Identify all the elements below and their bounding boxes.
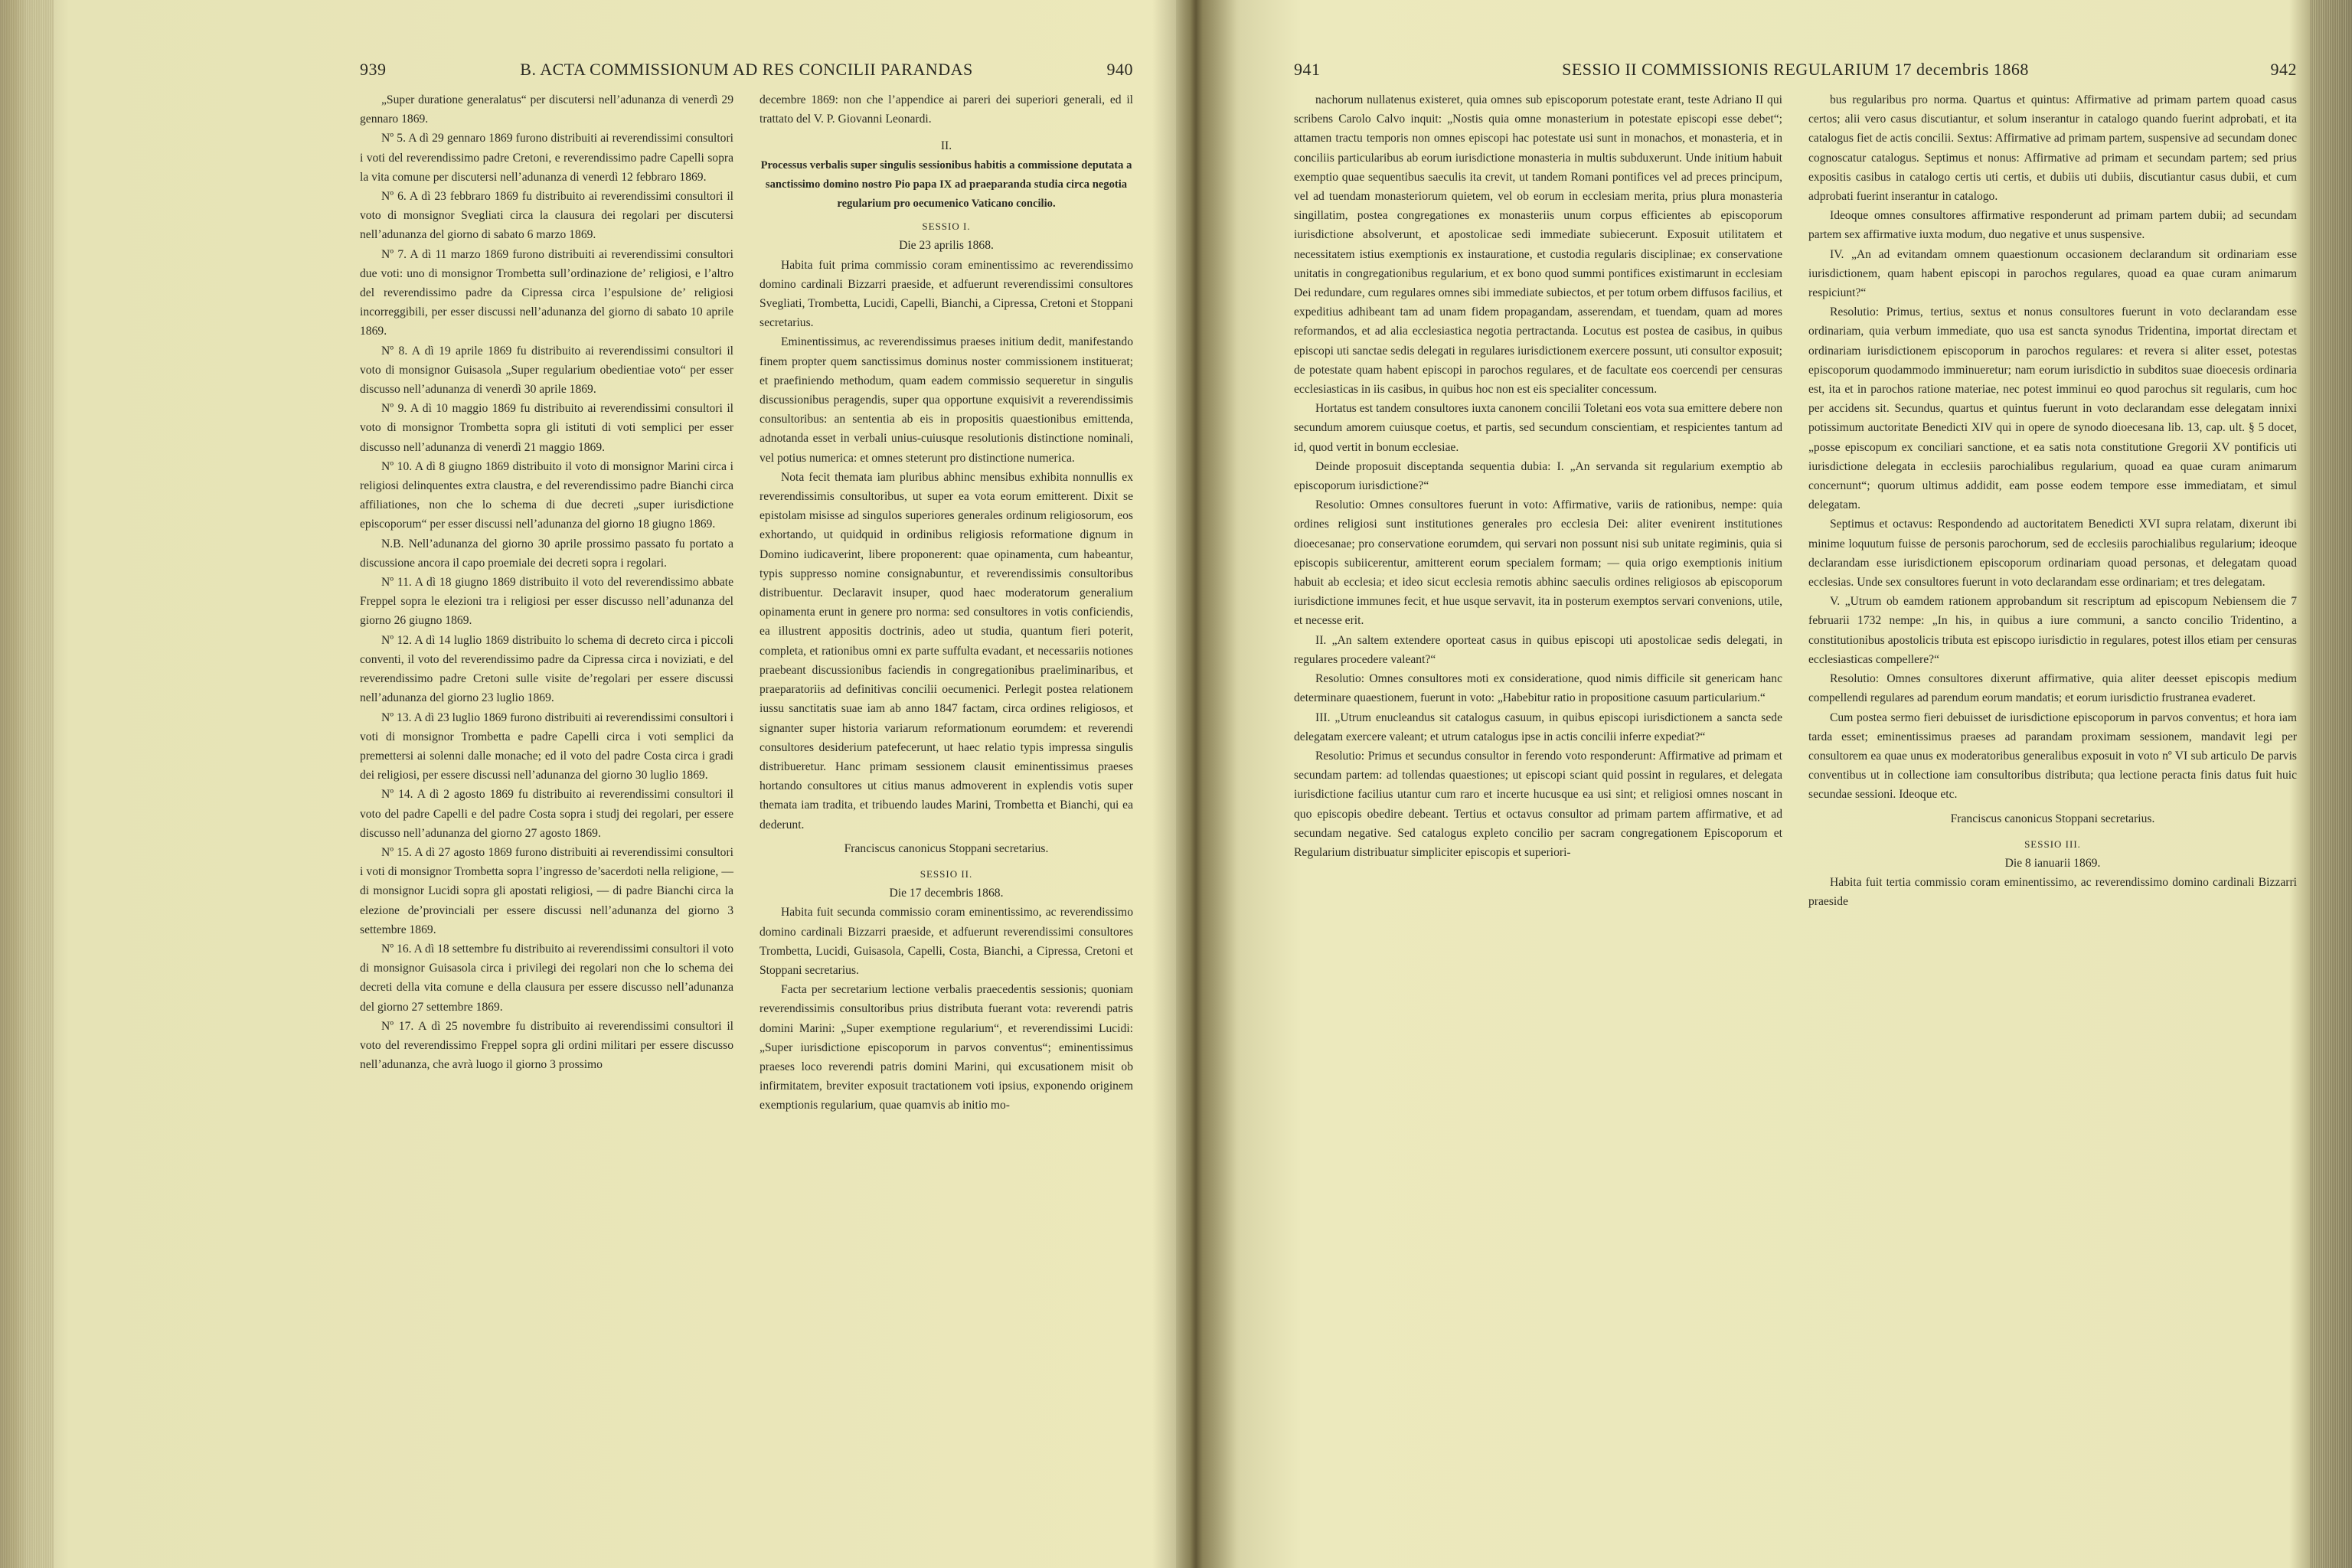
- paragraph: Ideoque omnes consultores affirmative responderunt ad primam partem dubii; ad secundam partem sex affirmative iuxta modum, duo negative et unus suspensive.: [1808, 209, 2297, 242]
- session-date: Die 23 aprilis 1868.: [899, 239, 994, 253]
- session-date: Die 8 ianuarii 1869.: [2004, 856, 2101, 870]
- right-column-1: [1294, 90, 1782, 912]
- session-body: [760, 256, 1133, 835]
- page-number-941: 941: [1294, 60, 1321, 79]
- paragraph: V. „Utrum ob eamdem rationem approbandum sit rescriptum ad episcopum Nebiensem die 7 februarii 1732 nempe: „In his, in quibus a iure communi, a sancto concilio Tridentino, a constitutionibus apostolicis tributa est episcopo iurisdictio in regulares, potest illos etiam per censuras ecclesiasticas compellere?“: [1808, 595, 2297, 666]
- paragraph: Resolutio: Omnes consultores dixerunt affirmative, quia aliter deesset episcopis medium compellendi regulares ad parendum eorum mandatis; et eorum iurisdictio frustranea evaderet.: [1808, 672, 2297, 705]
- paragraph: Nº 16. A dì 18 settembre fu distribuito ai reverendissimi consultori il voto di monsignor Guisasola circa i privilegi dei regolari non che lo schema dei decreti della vita comune e della clausura per essere discusso nell’adunanza del giorno 27 settembre 1869.: [360, 942, 733, 1014]
- paragraph: Habita fuit tertia commissio coram eminentissimo, ac reverendissimo domino cardinali Bizzarri praeside: [1808, 876, 2297, 909]
- page-number-942: 942: [2270, 60, 2297, 79]
- page-edges-right: [2310, 0, 2352, 1568]
- paragraph: Resolutio: Omnes consultores fuerunt in voto: Affirmative, variis de rationibus, nempe: quia ordines religiosi sunt institutiones generales pro ecclesia Dei: aliter evenirent institutiones dioecesanae; pro conservatione eorumdem, qui servari non possunt nisi sub unitate regiminis, quia si episcopis subiicerentur, amitterent eorum specialem formam; — quia origo exemptionis initium habuit ab ecclesia; et ideo sicut ecclesia remotis abhinc saeculis ordines religiosos ab episcoporum iurisdictione immunes fecit, et hue usque servavit, ita in posterum exemptos servari convenions, utile, et necesse erit.: [1294, 498, 1782, 628]
- paragraph: Nota fecit themata iam pluribus abhinc mensibus exhibita nonnullis ex reverendissimis consultoribus, ut super ea vota eorum emitterent. Dixit se epistolam misisse ad singulos superiores generales ordinum religiosorum, eos exhortando, ut quidquid in ordinibus religiosis reformatione dignum in Domino iudicaverint, libere proponerent: quae opinamenta, cum habeantur, typis suppresso nomine consignabuntur, et reverendissimis consultoribus distribuentur. Declaravit insuper, quod haec moderatorum generalium opinamenta erunt in genere pro norma: sed consultores in votis conficiendis, ea illustrent appositis doctrinis, adeo ut studia, quantum fieri poterit, completa, et rationibus omni ex parte suffulta evadant, et necessariis notiones praebeant discussionibus faciendis in congregationibus praeliminaribus, et praeparatoriis ad definitivas concilii oecumenici. Perlegit postea relationem iussu sanctitatis suae iam ab anno 1847 factam, circa ordines religiosos, et signanter super historia variarum reformationum eorumdem: et reverendi consultores desiderium patefecerunt, ut haec relatio typis impressa singulis distribueretur. Hanc primam sessionem clausit eminentissimus praeses hortando consultores ut citius manus admoverent in explendis votis super themata iam tradita, et tribuendo laudes Marini, Trombetta et Bianchi, qui ea dederunt.: [760, 470, 1133, 831]
- paragraph: Nº 6. A dì 23 febbraro 1869 fu distribuito ai reverendissimi consultori il voto di monsignor Svegliati circa la clausura dei regolari per discutersi nell’adunanza del giorno di sabato 6 marzo 1869.: [360, 190, 733, 242]
- session-title: SESSIO II.: [920, 867, 973, 880]
- paragraph: Nº 12. A dì 14 luglio 1869 distribuito lo schema di decreto circa i piccoli conventi, il voto del reverendissimo padre da Cipressa circa i noviziati, e del reverendissimo padre Cretoni sulle visite de’regolari per essere discussi nell’adunanza del giorno 23 luglio 1869.: [360, 633, 733, 705]
- paragraph: Eminentissimus, ac reverendissimus praeses initium dedit, manifestando finem propter quem sanctissimus dominus noster commissionem instituerat; et praefiniendo methodum, quam eadem commissio sequeretur in singulis discussionibus peragendis, super qua opportune exquisivit a reverendissimis consultoribus: an sententia ab eis in propositis quaestionibus emittenda, adnotanda esset in verbali unius-cuiusque resolutionis distinctione nominali, vel potius numerica: et omnes steterunt pro distinctione numerica.: [760, 335, 1133, 465]
- session-title: SESSIO I.: [922, 220, 971, 233]
- paragraph: Habita fuit secunda commissio coram eminentissimo, ac reverendissimo domino cardinali Bizzarri praeside, et adfuerunt reverendissimi consultores Trombetta, Lucidi, Guisasola, Capelli, Costa, Bianchi, a Cipressa, Cretoni et Stoppani secretarius.: [760, 906, 1133, 977]
- paragraph: Nº 15. A dì 27 agosto 1869 furono distribuiti ai reverendissimi consultori i voti di monsignor Trombetta sopra l’ingresso de’sacerdoti nella religione, — di monsignor Lucidi sopra gli apostati religiosi, — di padre Bianchi circa la elezione de’provinciali per essere discussi nell’adunanza del giorno 3 settembre 1869.: [360, 845, 733, 936]
- paragraph: Hortatus est tandem consultores iuxta canonem concilii Toletani eos vota sua emittere debere non secundum amorem cuiusque coetus, et partis, sed secundum conscientiam, et respicientes tantum ad id, quod vertit in bonum ecclesiae.: [1294, 402, 1782, 454]
- paragraph: Deinde proposuit disceptanda sequentia dubia: I. „An servanda sit regularium exemptio ab episcoporum iurisdictione?“: [1294, 459, 1782, 493]
- right-column-2: [1808, 90, 2297, 912]
- paragraph: IV. „An ad evitandam omnem quaestionum occasionem declarandum sit ordinariam esse iurisdictionem, quam habent episcopi in parochos regulares, quoad ea quae curam animarum respiciunt?“: [1808, 247, 2297, 300]
- page-edges-left: [0, 0, 54, 1568]
- paragraph: Nº 14. A dì 2 agosto 1869 fu distribuito ai reverendissimi consultori il voto del padre Capelli e del padre Costa sopra i studj dei regolari, per essere discusso nell’adunanza del giorno 27 agosto 1869.: [360, 788, 733, 840]
- paragraph: Resolutio: Primus, tertius, sextus et nonus consultores fuerunt in voto declarandam esse ordinariam, quia verbum immediate, quo usa est sancta synodus Tridentina, importat directam et ordinariam iurisdictionem episcoporum in parochos regulares: et revera si aliter esset, potestas episcoporum quodammodo imminueretur; nam eorum iurisdictio in subditos suae dioecesis ordinaria est, ita et in parochos ratione materiae, nec potest imminui eo quod parochus sit regularis, cum hoc per accidens sit. Secundus, quartus et quintus fuerunt in voto declarandam esse delegatam innixi potissimum auctoritate Benedicti XIV qui in opere de synodo dioecesana lib. 13, cap. ult. § 5 docet, „posse episcopum ex conciliari sanctione, et ea satis nota constitutione Gregorii XV pontificis uti iurisdictione delegata in ecclesiis parochialibus regularium, quoad ea quae curam animarum concernunt“; quorum ultimus addidit, eam posse eodem tempore esse immediatam, et simul delegatam.: [1808, 305, 2297, 512]
- section-heading: Processus verbalis super singulis sessionibus habitis a commissione deputata a sanctissimo domino nostro Pio papa IX ad praeparanda studia circa negotia regularium pro oecumenico Vaticano concilio.: [760, 158, 1132, 211]
- paragraph: „Super duratione generalatus“ per discutersi nell’adunanza di venerdì 29 gennaro 1869.: [360, 93, 733, 126]
- paragraph: III. „Utrum enucleandus sit catalogus casuum, in quibus episcopi iurisdictionem a sancta sede delegatam exercere valeant; et utrum catalogus ipse in actis concilii inferre expediat?“: [1294, 710, 1782, 743]
- page-number-939: 939: [360, 60, 387, 79]
- running-title-left: B. ACTA COMMISSIONUM AD RES CONCILII PARANDAS: [520, 60, 973, 79]
- paragraph: Nº 8. A dì 19 aprile 1869 fu distribuito ai reverendissimi consultori il voto di monsignor Guisasola „Super regularium obedientiae voto“ per esser discusso nell’adunanza di venerdì 30 aprile 1869.: [360, 344, 733, 397]
- book-gutter: [1152, 0, 1236, 1568]
- paragraph: N.B. Nell’adunanza del giorno 30 aprile prossimo passato fu portato a discussione ancora il capo proemiale dei decreti sopra i regolari.: [360, 537, 733, 570]
- paragraph: Resolutio: Omnes consultores moti ex consideratione, quod nimis difficile sit genericam hanc determinare quaestionem, fuerunt in voto: „Habebitur ratio in propositione casuum particularium.“: [1294, 672, 1782, 705]
- running-title-right: SESSIO II COMMISSIONIS REGULARIUM 17 decembris 1868: [1562, 60, 2029, 79]
- paragraph: Nº 10. A dì 8 giugno 1869 distribuito il voto di monsignor Marini circa i religiosi delinquentes extra claustra, e del reverendissimo padre Bianchi circa affiliationes, non che lo schema di due decreti „super iurisdictione episcoporum“ per esser discussi nell’adunanza del giorno 18 giugno 1869.: [360, 459, 733, 531]
- section-number: II.: [940, 139, 952, 153]
- session-body: [760, 903, 1133, 1115]
- paragraph: Nº 5. A dì 29 gennaro 1869 furono distribuiti ai reverendissimi consultori i voti del reverendissimo padre Cretoni, e reverendissimo padre Capelli sopra la vita comune per discutersi nell’adunanza di venerdì 12 febbraro 1869.: [360, 132, 733, 184]
- paragraph: Facta per secretarium lectione verbalis praecedentis sessionis; quoniam reverendissimis consultoribus prius distributa fuerant vota: reverendi patris domini Marini: „Super exemptione regularium“, et reverendissimi Lucidi: „Super iurisdictione episcoporum in parvos conventus“; eminentissimus praeses loco reverendi patris domini Marini, qui excusationem misit ob infirmitatem, breviter exposuit tractationem voti ipsius, exponendo originem exemptionis regularium, quae quamvis ab initio mo-: [760, 983, 1133, 1112]
- left-column-2: [760, 90, 1133, 1116]
- signature: Franciscus canonicus Stoppani secretarius.: [1950, 812, 2155, 825]
- paragraph: Nº 13. A dì 23 luglio 1869 furono distribuiti ai reverendissimi consultori i voti di monsignor Trombetta e padre Capelli circa i voti semplici da premettersi ai solenni dalle monache; ed il voto del padre Costa circa i gradi dei religiosi, per essere discussi nell’adunanza del giorno 30 luglio 1869.: [360, 710, 733, 782]
- paragraph: bus regularibus pro norma. Quartus et quintus: Affirmative ad primam partem quoad casus certos; alii vero casus discutiantur, et solum inserantur in catalogo quando fuerint adprobati, et ita catalogus fiet de actis concilii. Sextus: Affirmative ad primam partem, suspensive ad secundam donec cognoscatur catalogus. Septimus et nonus: Affirmative ad primam et secundam partem; sed prius expositis casibus in catalogo certis uti certis, et dubiis uti dubiis, discutiantur casus dubii, et cum adprobati fuerint inserantur in catalogo.: [1808, 93, 2297, 204]
- paragraph: Nº 17. A dì 25 novembre fu distribuito ai reverendissimi consultori il voto del reverendissimo Freppel sopra gli ordini militari per essere discusso nell’adunanza, che avrà luogo il giorno 3 prossimo: [360, 1019, 733, 1072]
- paragraph: Resolutio: Primus et secundus consultor in ferendo voto responderunt: Affirmative ad primam et secundam partem: ad tollendas quaestiones; ut episcopi sciant quid possint in regulares, et delegata iurisdictione facilius utantur cum raro et incerte hucusque ea usi sint; et religiosi omnes noscant in quo episcopis obedire debeant. Tertius et octavus consultor ad primam partem affirmative, et ad secundam negative. Sed catalogus expleto concilio per sacram congregationem Episcoporum et Regularium distribuatur simpliciter episcopis et superiori-: [1294, 749, 1782, 859]
- left-page-header: [360, 46, 1133, 84]
- left-column-1: [360, 90, 733, 1116]
- paragraph: Septimus et octavus: Respondendo ad auctoritatem Benedicti XVI supra relatam, dixerunt ibi minime loquutum fuisse de personis parochorum, sed de ecclesiis parochialibus regularium; ideoque declarandam esse iurisdictionem episcoporum ordinariam quoad personas, et delegatam quoad ecclesias. Unde sex consultores fuerunt in voto declarandam esse ordinariam; et tres delegatam.: [1808, 518, 2297, 590]
- paragraph: nachorum nullatenus existeret, quia omnes sub episcoporum potestate erant, teste Adriano II qui scribens Carolo Calvo inquit: „Nostis quia omne monasterium in potestate episcopi esse debet“; attamen tractu temporis non omnes episcopi hac potestate usi sunt in monachos, et monasteria, et in conciliis particularibus ab eorum iurisdictione monasteria in multis subduxerunt. Unde initium habuit exemptio quae sequentibus saeculis ita crevit, ut tandem Romani pontifices vel ad preces principum, vel ad tuendam monasteriorum quietem, vel ob eorum in ecclesiam merita, prius plura monasteria singillatim, postea congregationes ex monasteriis unum corpus efficientes ab episcoporum iurisdictione absolverunt, et apostolicae sedi immediate subiecerunt. Exposuit utilitatem et necessitatem istius exemptionis ex instauratione, et custodia regularis disciplinae; ex conservatione unitatis in congregationibus regularium, et ex bono quod summi pontifices existimarunt in ecclesiam Dei redundare, cum regulares omnes sibi immediate subiectos, et per totum orbem diffusos facilius, et expeditius adhibeant tam ad unam fidem propagandam, asserendam, et tuendam, quam ad mores reformandos, et ad alia ecclesiastica negotia pertractanda. Locutus est postea de casibus, in quibus episcopi uti sanctae sedis delegati in regulares iurisdictionem exercere possunt, uti consultor exposuit; de potestate quam habent episcopi in parochos regulares, et de facultate eos coercendi per censuras ecclesiasticas in iis casibus, in quibus hoc non est eis specialiter concessum.: [1294, 93, 1782, 397]
- paragraph: Nº 9. A dì 10 maggio 1869 fu distribuito ai reverendissimi consultori il voto di monsignor Trombetta sopra gli istituti di voti semplici per esser discusso nell’adunanza di venerdì 21 maggio 1869.: [360, 402, 733, 454]
- signature: Franciscus canonicus Stoppani secretarius.: [844, 841, 1049, 855]
- session-date: Die 17 decembris 1868.: [889, 887, 1004, 900]
- column-body: [1808, 90, 2297, 805]
- paragraph: Nº 11. A dì 18 giugno 1869 distribuito il voto del reverendissimo abbate Freppel sopra le elezioni tra i religiosi per esser discusso nell’adunanza del giorno 26 giugno 1869.: [360, 576, 733, 628]
- paragraph: Nº 7. A dì 11 marzo 1869 furono distribuiti ai reverendissimi consultori due voti: uno di monsignor Trombetta sull’ordinazione de’ religiosi, e l’altro del reverendissimo padre da Cipressa circa l’espulsione de’ religiosi incorreggibili, per esser discussi nell’adunanza del giorno di sabato 10 aprile 1869.: [360, 247, 733, 338]
- right-page-header: [1294, 46, 2297, 84]
- paragraph: Cum postea sermo fieri debuisset de iurisdictione episcoporum in parvos conventus; et hora iam tarda esset; eminentissimus praeses ad parandam proximam sessionem, mandavit legi per consultorem ea quae unus ex moderatoribus generalibus exposuit in voto nº VI sub articulo De parvis conventibus ut in collectione iam consultoribus distributa; qua lectione peracta finis datus fuit huic secundae sessioni. Ideoque etc.: [1808, 710, 2297, 802]
- session-title: SESSIO III.: [2024, 838, 2081, 850]
- paragraph: decembre 1869: non che l’appendice ai pareri dei superiori generali, ed il trattato del V. P. Giovanni Leonardi.: [760, 93, 1133, 126]
- paragraph: II. „An saltem extendere oporteat casus in quibus episcopi uti apostolicae sedis delegati, in regulares procedere valeant?“: [1294, 633, 1782, 666]
- page-number-940: 940: [1106, 60, 1133, 79]
- paragraph: Habita fuit prima commissio coram eminentissimo ac reverendissimo domino cardinali Bizzarri praeside, et adfuerunt reverendissimi consultores Svegliati, Trombetta, Lucidi, Capelli, Bianchi, a Cipressa, Cretoni et Stoppani secretarius.: [760, 258, 1133, 330]
- left-page: [360, 46, 1133, 1116]
- right-page: [1294, 46, 2297, 912]
